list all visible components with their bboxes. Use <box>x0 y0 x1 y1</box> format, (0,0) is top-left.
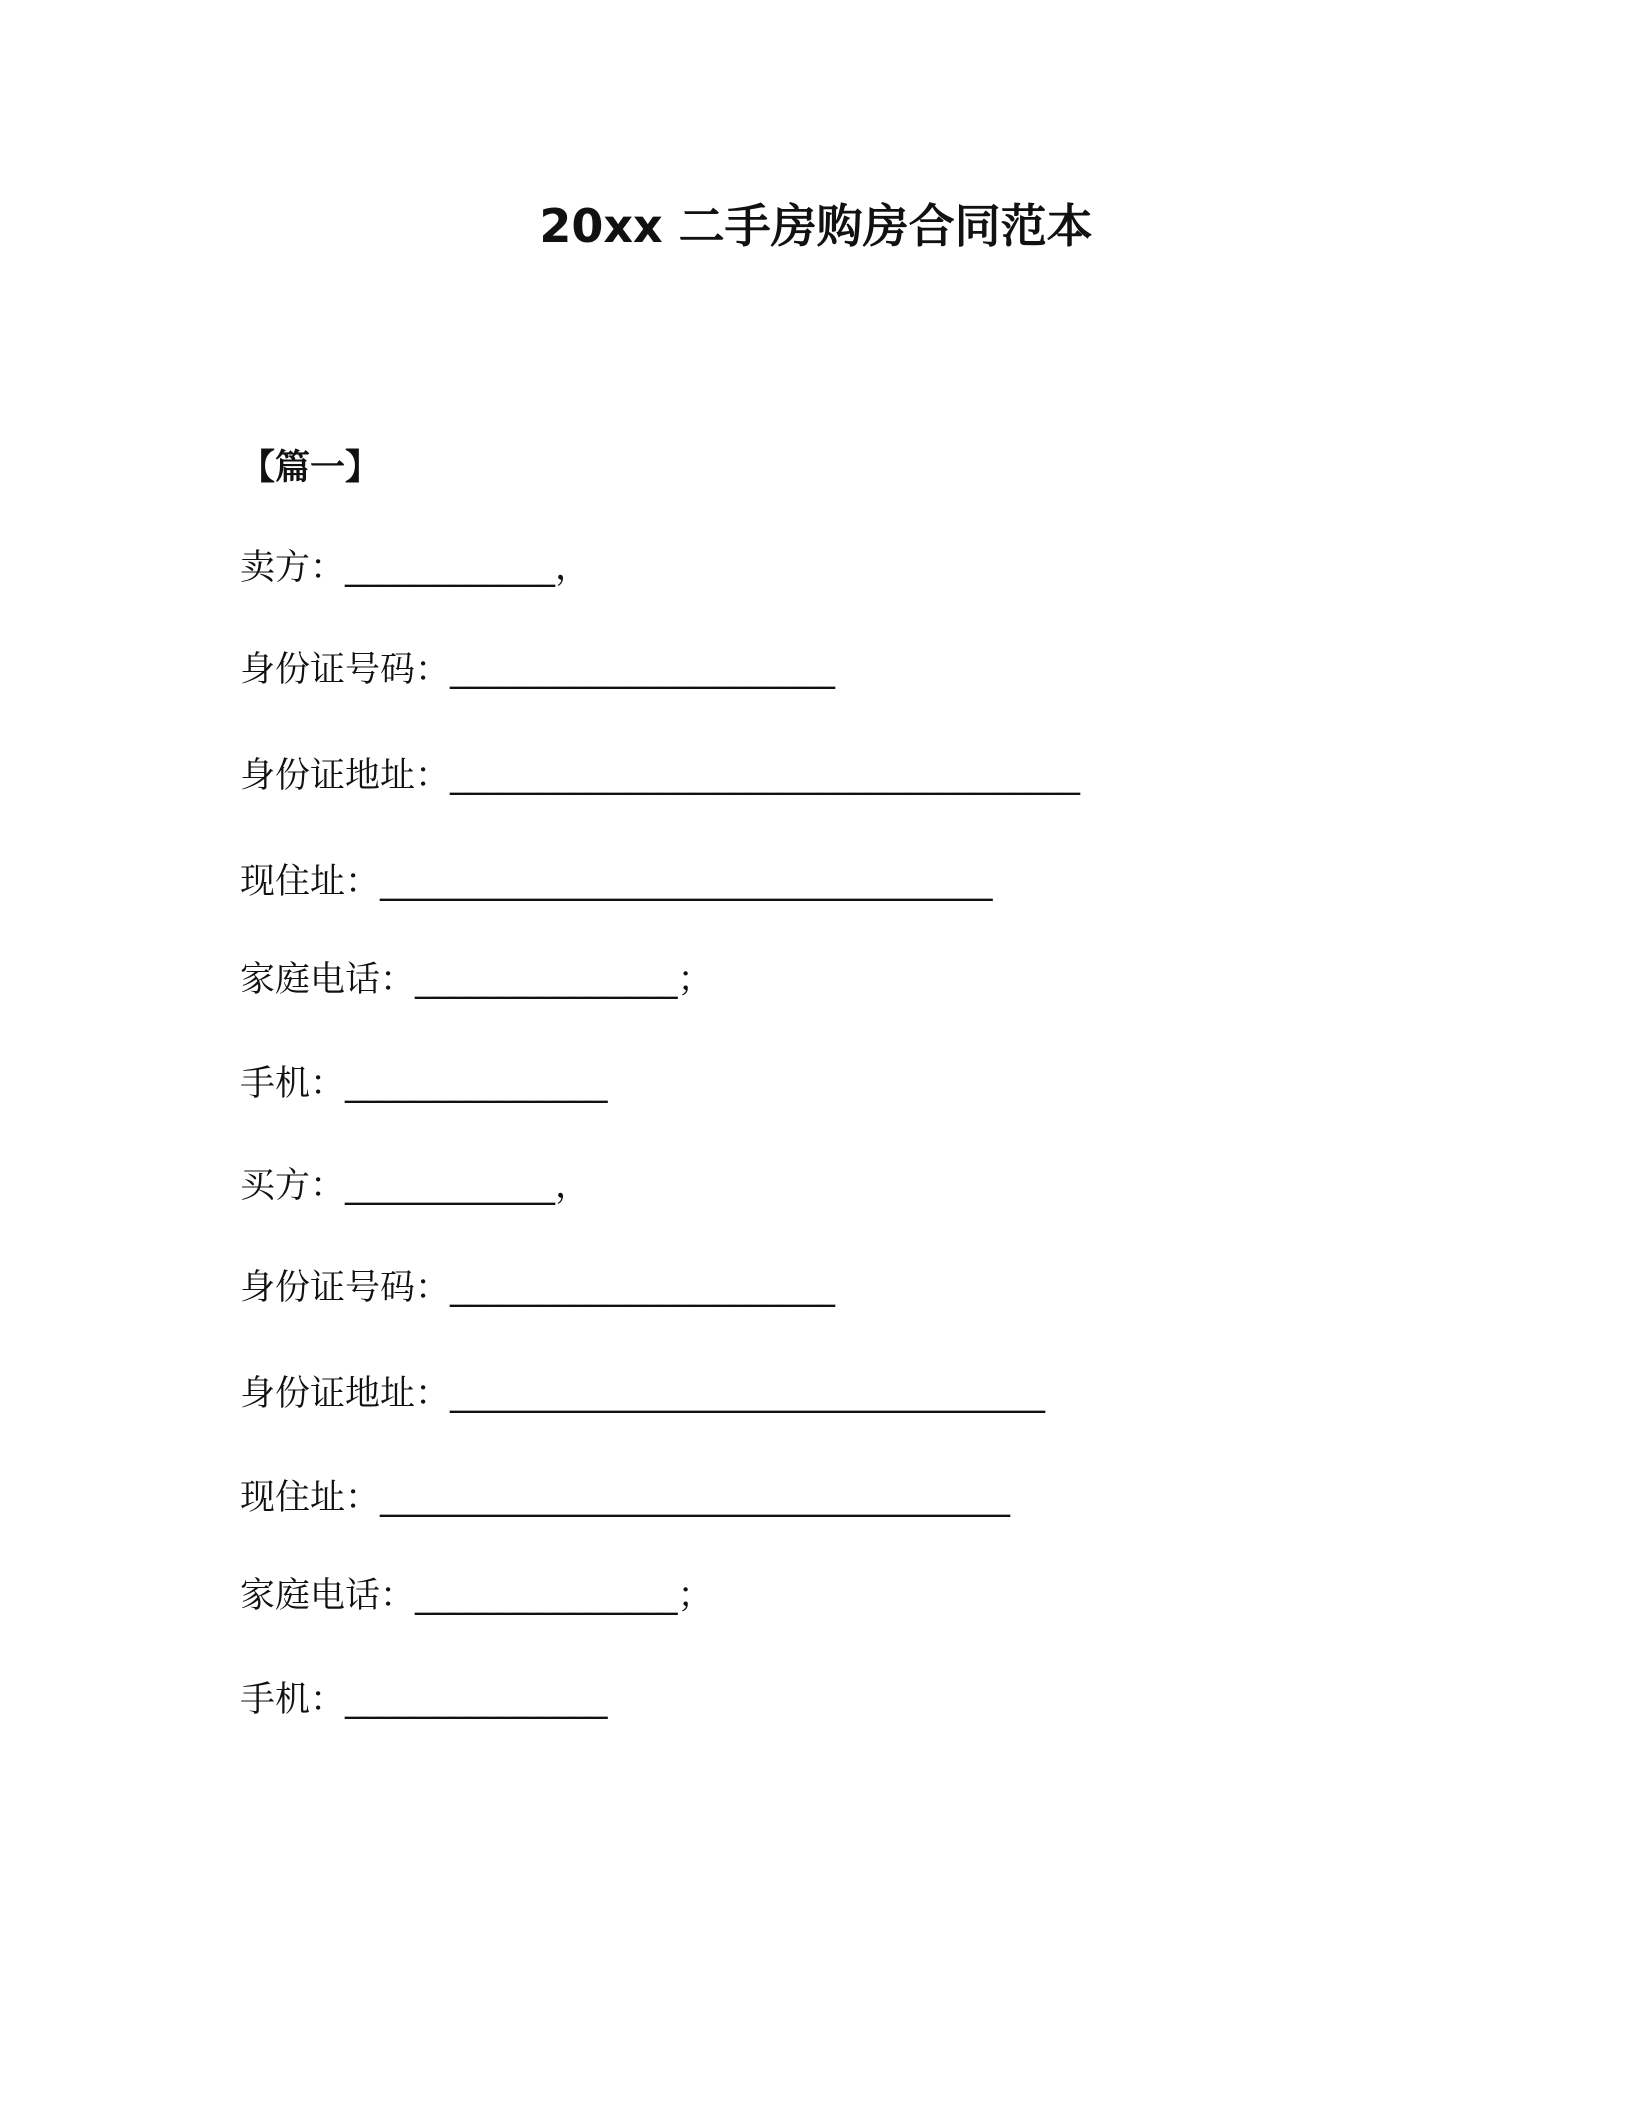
buyer-id-address-label: 身份证地址： <box>240 1374 451 1414</box>
seller-current-address-label: 现住址： <box>240 862 381 902</box>
seller-current-address-field <box>240 860 993 904</box>
buyer-mobile-blank[interactable]: _______________ <box>345 1680 608 1720</box>
seller-name-punct: ， <box>555 548 591 588</box>
buyer-name-blank[interactable]: ____________ <box>345 1166 556 1206</box>
seller-id-address-label: 身份证地址： <box>240 756 451 796</box>
buyer-name-label: 买方： <box>240 1166 346 1206</box>
seller-mobile-blank[interactable]: _______________ <box>345 1064 608 1104</box>
buyer-home-phone-label: 家庭电话： <box>240 1576 416 1616</box>
seller-name-label: 卖方： <box>240 548 346 588</box>
seller-home-phone-blank[interactable]: _______________ <box>415 960 678 1000</box>
seller-home-phone-punct: ； <box>677 960 713 1000</box>
seller-name-field <box>240 546 590 590</box>
seller-home-phone-field <box>240 958 713 1002</box>
buyer-mobile-label: 手机： <box>240 1680 346 1720</box>
buyer-current-address-blank[interactable]: ____________________________________ <box>380 1478 1011 1518</box>
buyer-id-address-blank[interactable]: __________________________________ <box>450 1374 1046 1414</box>
buyer-name-field <box>240 1164 590 1208</box>
seller-name-blank[interactable]: ____________ <box>345 548 556 588</box>
seller-current-address-blank[interactable]: ___________________________________ <box>380 862 993 902</box>
buyer-current-address-field <box>240 1476 1010 1520</box>
buyer-id-number-field <box>240 1266 835 1310</box>
buyer-id-number-label: 身份证号码： <box>240 1268 451 1308</box>
buyer-name-punct: ， <box>555 1166 591 1206</box>
buyer-home-phone-field <box>240 1574 713 1618</box>
buyer-mobile-field <box>240 1678 608 1722</box>
seller-id-number-field <box>240 648 835 692</box>
buyer-home-phone-blank[interactable]: _______________ <box>415 1576 678 1616</box>
seller-mobile-label: 手机： <box>240 1064 346 1104</box>
document-title: 20xx 二手房购房合同范本 <box>539 199 1093 253</box>
seller-home-phone-label: 家庭电话： <box>240 960 416 1000</box>
buyer-home-phone-punct: ； <box>677 1576 713 1616</box>
seller-mobile-field <box>240 1062 608 1106</box>
seller-id-address-blank[interactable]: ____________________________________ <box>450 756 1081 796</box>
buyer-id-address-field <box>240 1372 1045 1416</box>
seller-id-number-label: 身份证号码： <box>240 650 451 690</box>
seller-id-address-field <box>240 754 1080 798</box>
section-heading: 【篇一】 <box>240 448 381 488</box>
buyer-id-number-blank[interactable]: ______________________ <box>450 1268 836 1308</box>
buyer-current-address-label: 现住址： <box>240 1478 381 1518</box>
seller-id-number-blank[interactable]: ______________________ <box>450 650 836 690</box>
